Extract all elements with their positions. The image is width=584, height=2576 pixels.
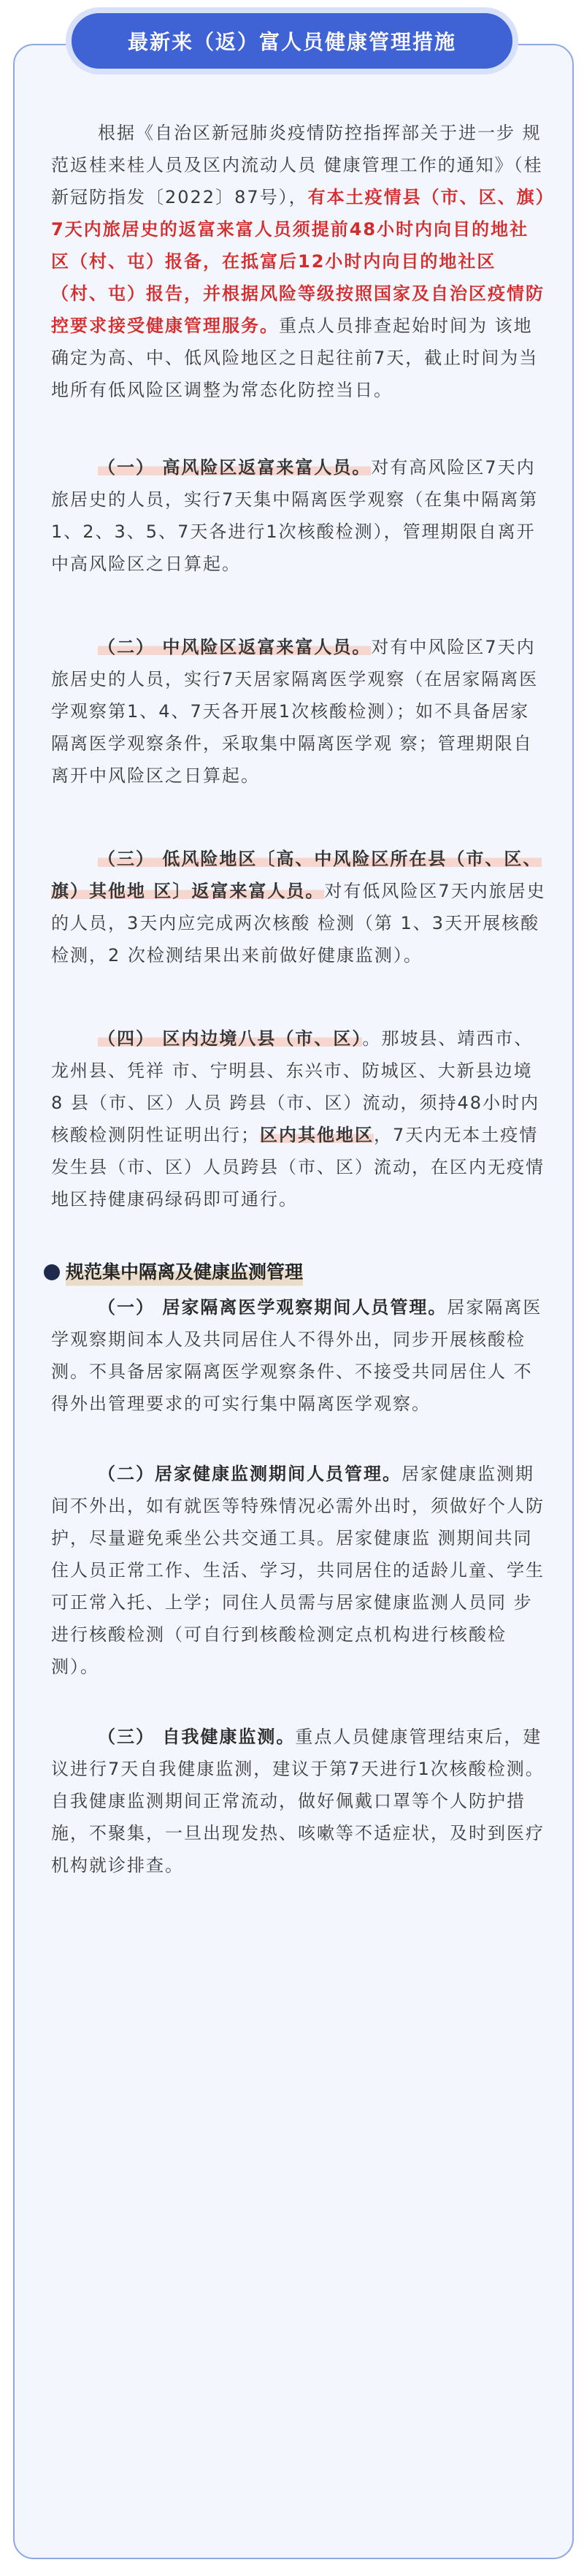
item-3-body: 对有低风险区7天内旅居史的人员，3天内应完成两次核酸 检测（第 1、3天开展核酸检测，2 次检测结果出来前做好健康监测）。 (51, 881, 546, 966)
item-4-head: （四） 区内边境八县（市、区） (98, 1028, 363, 1049)
mgmt-item-1-head: （一） 居家隔离医学观察期间人员管理。 (98, 1297, 447, 1318)
management-title-text: 规范集中隔离及健康监测管理 (66, 1256, 303, 1288)
mgmt-item-1-body: 居家隔离医学观察期间本人及共同居住人不得外出，同步开展核酸检测。不具备居家隔离医学观察条件、不接受共同居住人 不得外出管理要求的可实行集中隔离医学观察。 (51, 1297, 542, 1414)
mgmt-item-3-body: 重点人员健康管理结束后，建议进行7天自我健康监测，建议于第7天进行1次核酸检测。自我健康监测期间正常流动，做好佩戴口罩等个人防护措施，不聚集，一旦出现发热、咳嗽等不适症状，及时到医疗机构就诊排查。 (51, 1727, 545, 1876)
item-1-head: （一） 高风险区返富来富人员。 (98, 457, 372, 478)
article-body (51, 117, 546, 1881)
mgmt-item-2 (51, 1458, 546, 1683)
intro-paragraph (51, 117, 546, 406)
item-4-head2: 区内其他地区 (260, 1125, 374, 1145)
item-2 (51, 631, 546, 792)
mgmt-item-3-head: （三） 自我健康监测。 (98, 1727, 296, 1747)
item-3 (51, 843, 546, 971)
intro-red-text: 有本土疫情县（市、区、旗）7天内旅居史的返富来富人员须提前48小时内向目的地社区（村、屯）报备，在抵富后12小时内向目的地社区（村、屯）报告，并根据风险等级按照国家及自治区疫情防控要求接受健康管理服务。 (51, 187, 546, 336)
mgmt-item-1 (51, 1291, 546, 1420)
bullet-dot-icon (44, 1264, 60, 1280)
mgmt-item-3 (51, 1721, 546, 1881)
item-2-body: 对有中风险区7天内旅居史的人员，实行7天居家隔离医学观察（在居家隔离医学观察第1、4、7天各开展1次核酸检测）；如不具备居家隔离医学观察条件，采取集中隔离医学观 察；管理期限自离开中风险区之日算起。 (51, 637, 539, 786)
item-4-body2: ，7天内无本土疫情发生县（市、区）人员跨县（市、区）流动，在区内无疫情地区持健康码绿码即可通行。 (51, 1125, 545, 1209)
item-2-head: （二） 中风险区返富来富人员。 (98, 637, 372, 657)
item-3-head: （三） 低风险地区〔高、中风险区所在县（市、区、旗）其他地 区〕返富来富人员。 (51, 849, 542, 901)
intro-end-text: 重点人员排查起始时间为 该地确定为高、中、低风险地区之日起往前7天，截止时间为当地所有低风险区调整为常态化防控当日。 (51, 316, 539, 400)
item-1 (51, 451, 546, 580)
page-title: 最新来（返）富人员健康管理措施 (66, 7, 518, 74)
mgmt-item-2-head: （二）居家健康监测期间人员管理。 (98, 1464, 402, 1484)
management-title (44, 1256, 546, 1288)
intro-text: 根据《自治区新冠肺炎疫情防控指挥部关于进一步 规范返桂来桂人员及区内流动人员 健康管理工作的通知》（桂新冠防指发〔2022〕87号）， (51, 123, 543, 207)
item-4 (51, 1023, 546, 1215)
item-1-body: 对有高风险区7天内旅居史的人员，实行7天集中隔离医学观察（在集中隔离第1、2、3、5、7天各进行1次核酸检测），管理期限自离开中高风险区之日算起。 (51, 457, 539, 574)
mgmt-item-2-body: 居家健康监测期间不外出，如有就医等特殊情况必需外出时，须做好个人防护，尽量避免乘坐公共交通工具。居家健康监 测期间共同住人员正常工作、生活、学习，共同居住的适龄儿童、学生可正常入托、上学；同住人员需与居家健康监测人员同 步进行核酸检测（可自行到核酸检测定点机构进行核酸检测）。 (51, 1464, 545, 1677)
item-4-body: 。那坡县、靖西市、龙州县、凭祥 市、宁明县、东兴市、防城区、大新县边境 8 县（市、区）人员 跨县（市、区）流动，须持48小时内核酸检测阴性证明出行； (51, 1028, 540, 1145)
